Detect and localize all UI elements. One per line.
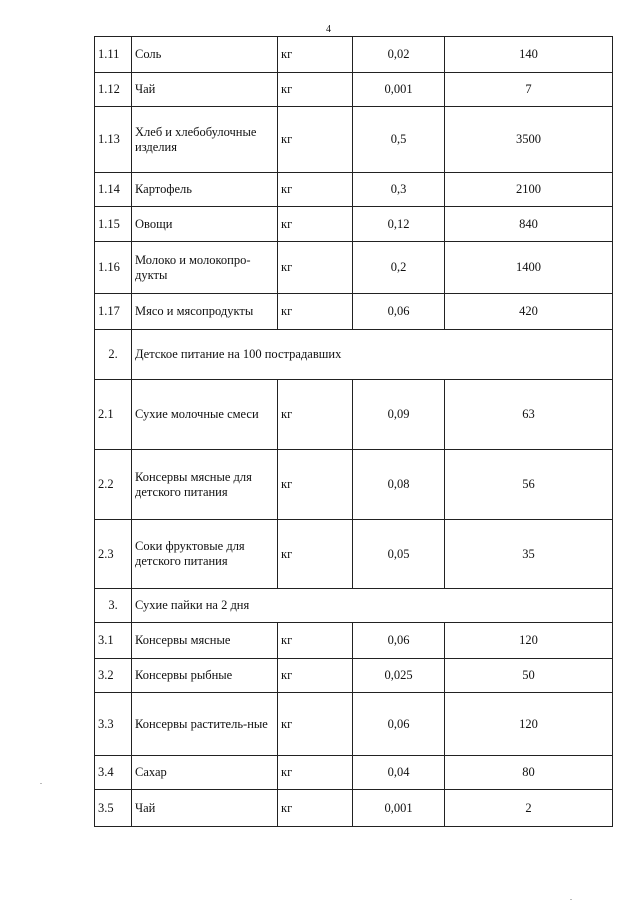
- unit-cell: кг: [278, 37, 353, 73]
- total-cell: 80: [445, 756, 613, 790]
- section-number: 3.: [95, 589, 132, 623]
- unit-cell: кг: [278, 450, 353, 520]
- table-row: [95, 73, 613, 107]
- unit-cell: кг: [278, 659, 353, 693]
- scan-speck: [40, 783, 42, 784]
- total-cell: 2100: [445, 173, 613, 207]
- row-number: 1.14: [95, 173, 132, 207]
- row-number: 2.2: [95, 450, 132, 520]
- table-row: [95, 380, 613, 450]
- product-name: Соль: [132, 37, 278, 73]
- row-number: 1.13: [95, 107, 132, 173]
- table-row: [95, 242, 613, 294]
- unit-cell: кг: [278, 207, 353, 242]
- table-row: [95, 659, 613, 693]
- table-row: [95, 207, 613, 242]
- total-cell: 50: [445, 659, 613, 693]
- product-name: Хлеб и хлебобулочные изделия: [132, 107, 278, 173]
- table-row: [95, 173, 613, 207]
- norm-cell: 0,025: [353, 659, 445, 693]
- table-row: [95, 520, 613, 589]
- row-number: 3.2: [95, 659, 132, 693]
- total-cell: 7: [445, 73, 613, 107]
- product-name: Чай: [132, 73, 278, 107]
- product-name: Картофель: [132, 173, 278, 207]
- total-cell: 3500: [445, 107, 613, 173]
- norm-cell: 0,3: [353, 173, 445, 207]
- total-cell: 63: [445, 380, 613, 450]
- row-number: 1.17: [95, 294, 132, 330]
- unit-cell: кг: [278, 73, 353, 107]
- norm-cell: 0,05: [353, 520, 445, 589]
- section-number: 2.: [95, 330, 132, 380]
- total-cell: 2: [445, 790, 613, 827]
- product-name: Мясо и мясопродукты: [132, 294, 278, 330]
- total-cell: 840: [445, 207, 613, 242]
- total-cell: 1400: [445, 242, 613, 294]
- row-number: 1.15: [95, 207, 132, 242]
- unit-cell: кг: [278, 623, 353, 659]
- row-number: 1.12: [95, 73, 132, 107]
- norm-cell: 0,001: [353, 73, 445, 107]
- row-number: 3.5: [95, 790, 132, 827]
- product-name: Сахар: [132, 756, 278, 790]
- scan-speck: [570, 899, 572, 900]
- product-name: Овощи: [132, 207, 278, 242]
- table-row: [95, 450, 613, 520]
- norm-cell: 0,5: [353, 107, 445, 173]
- row-number: 1.16: [95, 242, 132, 294]
- unit-cell: кг: [278, 294, 353, 330]
- unit-cell: кг: [278, 173, 353, 207]
- table-row: [95, 294, 613, 330]
- section-row: [95, 330, 613, 380]
- supply-table: [94, 36, 613, 827]
- total-cell: 120: [445, 623, 613, 659]
- table-row: [95, 790, 613, 827]
- row-number: 1.11: [95, 37, 132, 73]
- section-title: Сухие пайки на 2 дня: [132, 589, 613, 623]
- unit-cell: кг: [278, 242, 353, 294]
- norm-cell: 0,08: [353, 450, 445, 520]
- unit-cell: кг: [278, 520, 353, 589]
- norm-cell: 0,001: [353, 790, 445, 827]
- table-row: [95, 107, 613, 173]
- section-title: Детское питание на 100 пострадавших: [132, 330, 613, 380]
- supply-table-body: [95, 37, 613, 827]
- row-number: 2.3: [95, 520, 132, 589]
- row-number: 3.4: [95, 756, 132, 790]
- norm-cell: 0,2: [353, 242, 445, 294]
- norm-cell: 0,02: [353, 37, 445, 73]
- total-cell: 140: [445, 37, 613, 73]
- unit-cell: кг: [278, 790, 353, 827]
- product-name: Молоко и молокопро-дукты: [132, 242, 278, 294]
- norm-cell: 0,06: [353, 623, 445, 659]
- section-row: [95, 589, 613, 623]
- total-cell: 35: [445, 520, 613, 589]
- page-number: 4: [326, 24, 331, 35]
- unit-cell: кг: [278, 380, 353, 450]
- unit-cell: кг: [278, 693, 353, 756]
- row-number: 2.1: [95, 380, 132, 450]
- unit-cell: кг: [278, 107, 353, 173]
- product-name: Чай: [132, 790, 278, 827]
- table-row: [95, 623, 613, 659]
- total-cell: 420: [445, 294, 613, 330]
- table-row: [95, 693, 613, 756]
- product-name: Консервы рыбные: [132, 659, 278, 693]
- product-name: Консервы мясные для детского питания: [132, 450, 278, 520]
- norm-cell: 0,12: [353, 207, 445, 242]
- product-name: Консервы мясные: [132, 623, 278, 659]
- norm-cell: 0,04: [353, 756, 445, 790]
- product-name: Соки фруктовые для детского питания: [132, 520, 278, 589]
- product-name: Сухие молочные смеси: [132, 380, 278, 450]
- table-row: [95, 756, 613, 790]
- norm-cell: 0,06: [353, 294, 445, 330]
- total-cell: 120: [445, 693, 613, 756]
- unit-cell: кг: [278, 756, 353, 790]
- row-number: 3.3: [95, 693, 132, 756]
- total-cell: 56: [445, 450, 613, 520]
- row-number: 3.1: [95, 623, 132, 659]
- product-name: Консервы раститель-ные: [132, 693, 278, 756]
- norm-cell: 0,06: [353, 693, 445, 756]
- norm-cell: 0,09: [353, 380, 445, 450]
- table-row: [95, 37, 613, 73]
